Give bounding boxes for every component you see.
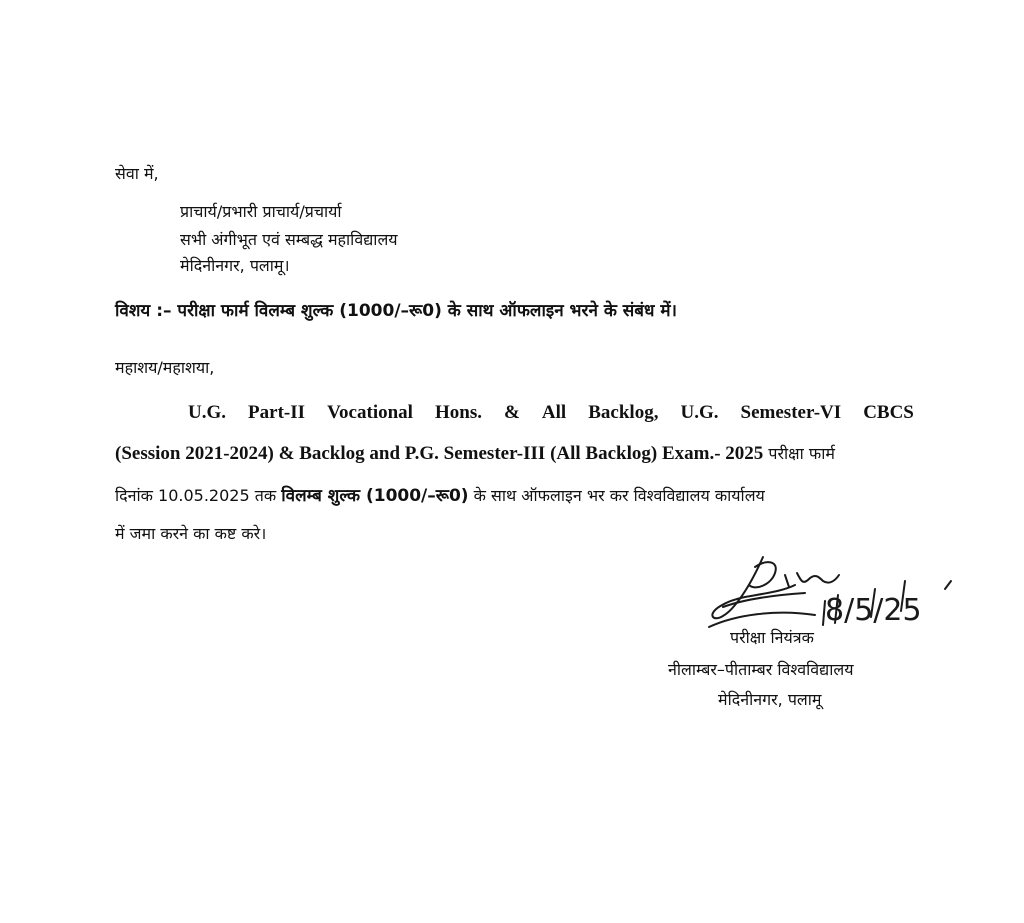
body-line-4: में जमा करने का कष्ट करे।	[115, 524, 267, 543]
body-line-1-word: Semester-VI	[740, 402, 842, 423]
body-line-1-word: &	[504, 402, 520, 423]
salutation-to: सेवा में,	[115, 164, 159, 183]
body-line-1-word: Vocational	[327, 402, 413, 423]
body-line-3-end: के साथ ऑफलाइन भर कर विश्वविद्यालय कार्यालय	[468, 486, 765, 505]
greeting: महाशय/महाशया,	[115, 358, 215, 377]
exam-name: (Session 2021-2024) & Backlog and P.G. Semester-III (All Backlog) Exam.- 2025	[115, 443, 764, 464]
subject-line: विशय :– परीक्षा फार्म विलम्ब शुल्क (1000/–रू0) के साथ ऑफलाइन भरने के संबंध में।	[115, 301, 677, 321]
address-line-2: सभी अंगीभूत एवं सम्बद्ध महाविद्यालय	[180, 230, 398, 249]
body-line-1	[188, 402, 914, 424]
body-line-1-word: U.G.	[680, 402, 719, 423]
body-line-1-text	[188, 402, 914, 424]
signatory-title: परीक्षा नियंत्रक	[730, 628, 814, 647]
body-line-3	[115, 483, 915, 506]
body-line-1-word: Backlog,	[588, 402, 659, 423]
body-line-1-word: CBCS	[863, 402, 914, 423]
body-line-3-start: दिनांक 10.05.2025 तक	[115, 486, 282, 505]
address-line-3: मेदिनीनगर, पलामू।	[180, 256, 290, 275]
university-name: नीलाम्बर–पीताम्बर विश्वविद्यालय	[668, 660, 854, 679]
signature-date: 8/5/25	[825, 593, 922, 628]
late-fee-text: विलम्ब शुल्क (1000/–रू0)	[281, 486, 469, 506]
body-line-1-word: Part-II	[248, 402, 306, 423]
body-line-1-word: All	[541, 402, 567, 423]
university-place: मेदिनीनगर, पलामू	[718, 690, 822, 709]
body-line-1-word: Hons.	[435, 402, 482, 423]
body-line-2	[115, 442, 915, 465]
address-line-1: प्राचार्य/प्रभारी प्राचार्य/प्रचार्या	[180, 202, 342, 221]
body-line-2-hindi: परीक्षा फार्म	[763, 444, 835, 463]
body-line-1-word: U.G.	[188, 402, 226, 423]
